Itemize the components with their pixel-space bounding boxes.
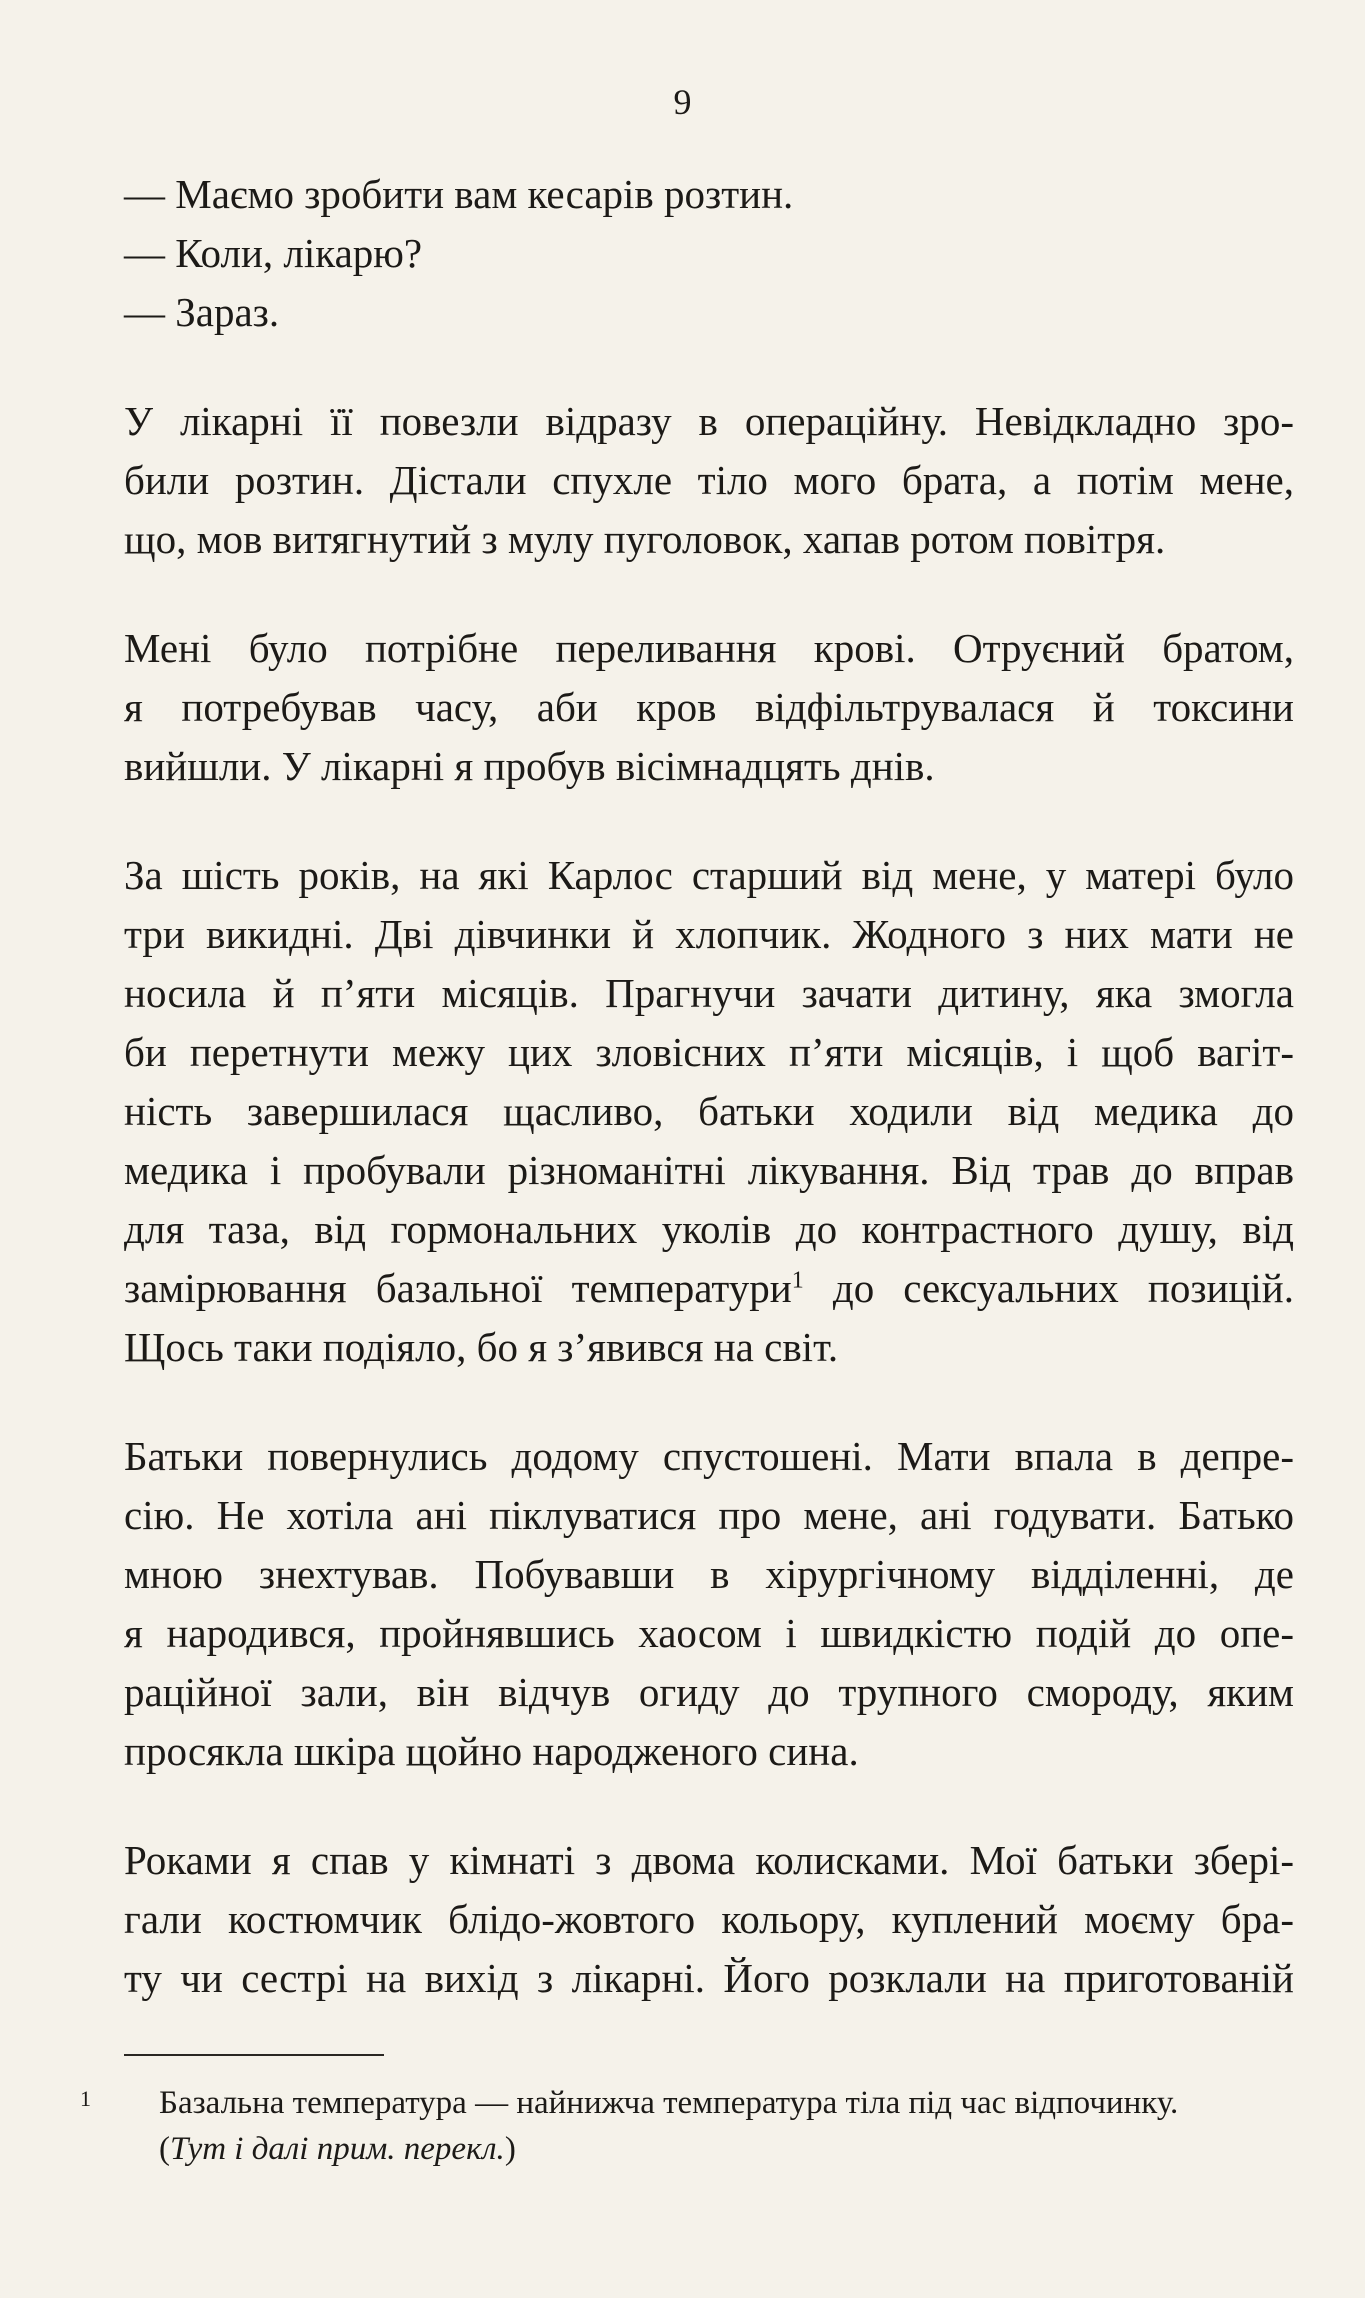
text-line: Батьки повернулись додому спустошені. Мати впала в депре- [124,1433,1294,1479]
footnote [80,2080,1294,2172]
text-line: я потребував часу, аби кров відфільтрувалася й токсини [124,684,1294,730]
paragraph-4 [124,1427,1294,1781]
text-line: Мені було потрібне переливання крові. Отруєний братом, [124,625,1294,671]
text-line: Щось таки подіяло, бо я з’явився на світ. [124,1324,839,1370]
footnote-reference[interactable]: 1 [791,1267,804,1294]
text-line: що, мов витягнутий з мулу пуголовок, хапав ротом повітря. [124,516,1166,562]
text-line: били розтин. Дістали спухле тіло мого брата, а потім мене, [124,457,1294,503]
text-line: мною знехтував. Побувавши в хірургічному відділенні, де [124,1551,1294,1597]
footnote-paren: ) [504,2131,516,2167]
dialogue-line: — Коли, лікарю? [124,230,423,276]
footnote-line: Базальна температура — найнижча температура тіла під час відпочинку. [159,2085,1179,2121]
text-line: три викидні. Дві дівчинки й хлопчик. Жодного з них мати не [124,911,1294,957]
paragraph-5 [124,1831,1294,2008]
text-line: гали костюмчик блідо-жовтого кольору, куплений моєму бра- [124,1896,1294,1942]
text-line: сію. Не хотіла ані піклуватися про мене, ані годувати. Батько [124,1492,1294,1538]
text-line: ність завершилася щасливо, батьки ходили від медика до [124,1088,1294,1134]
text-fragment: замірювання базальної температури [124,1265,792,1311]
text-line: вийшли. У лікарні я пробув вісімнадцять днів. [124,743,935,789]
dialogue-block [124,165,1294,342]
footnote-marker: 1 [80,2086,91,2111]
text-fragment: до сексуальних позицій. [803,1265,1294,1311]
footnote-paren: ( [159,2131,170,2167]
footnote-line [159,2126,1294,2172]
text-line-with-footnote [124,1259,1294,1318]
text-line: За шість років, на які Карлос старший від мене, у матері було [124,852,1294,898]
text-line: У лікарні її повезли відразу в операційну. Невідкладно зро- [124,398,1294,444]
paragraph-3 [124,846,1294,1377]
text-line: носила й п’яти місяців. Прагнучи зачати дитину, яка змогла [124,970,1294,1016]
footnote-italic-note: Тут і далі прим. перекл. [170,2131,505,2167]
page-number: 9 [673,82,692,122]
body-text [124,165,1294,2058]
text-line: просякла шкіра щойно народженого сина. [124,1728,859,1774]
paragraph-2 [124,619,1294,796]
text-line: я народився, пройнявшись хаосом і швидкістю подій до опе- [124,1610,1294,1656]
dialogue-line: — Зараз. [124,289,280,335]
text-line: для таза, від гормональних уколів до контрастного душу, від [124,1206,1294,1252]
text-line: Роками я спав у кімнаті з двома колисками. Мої батьки зберi- [124,1837,1294,1883]
text-line: раційної зали, він відчув огиду до трупного смороду, яким [124,1669,1294,1715]
dialogue-line: — Маємо зробити вам кесарів розтин. [124,171,794,217]
text-line: би перетнути межу цих зловісних п’яти місяців, і щоб вагіт- [124,1029,1294,1075]
paragraph-1 [124,392,1294,569]
text-line: ту чи сестрі на вихід з лікарні. Його розклали на приготованій [124,1955,1294,2001]
footnote-divider [124,2054,384,2056]
text-line: медика і пробували різноманітні лікування. Від трав до вправ [124,1147,1294,1193]
